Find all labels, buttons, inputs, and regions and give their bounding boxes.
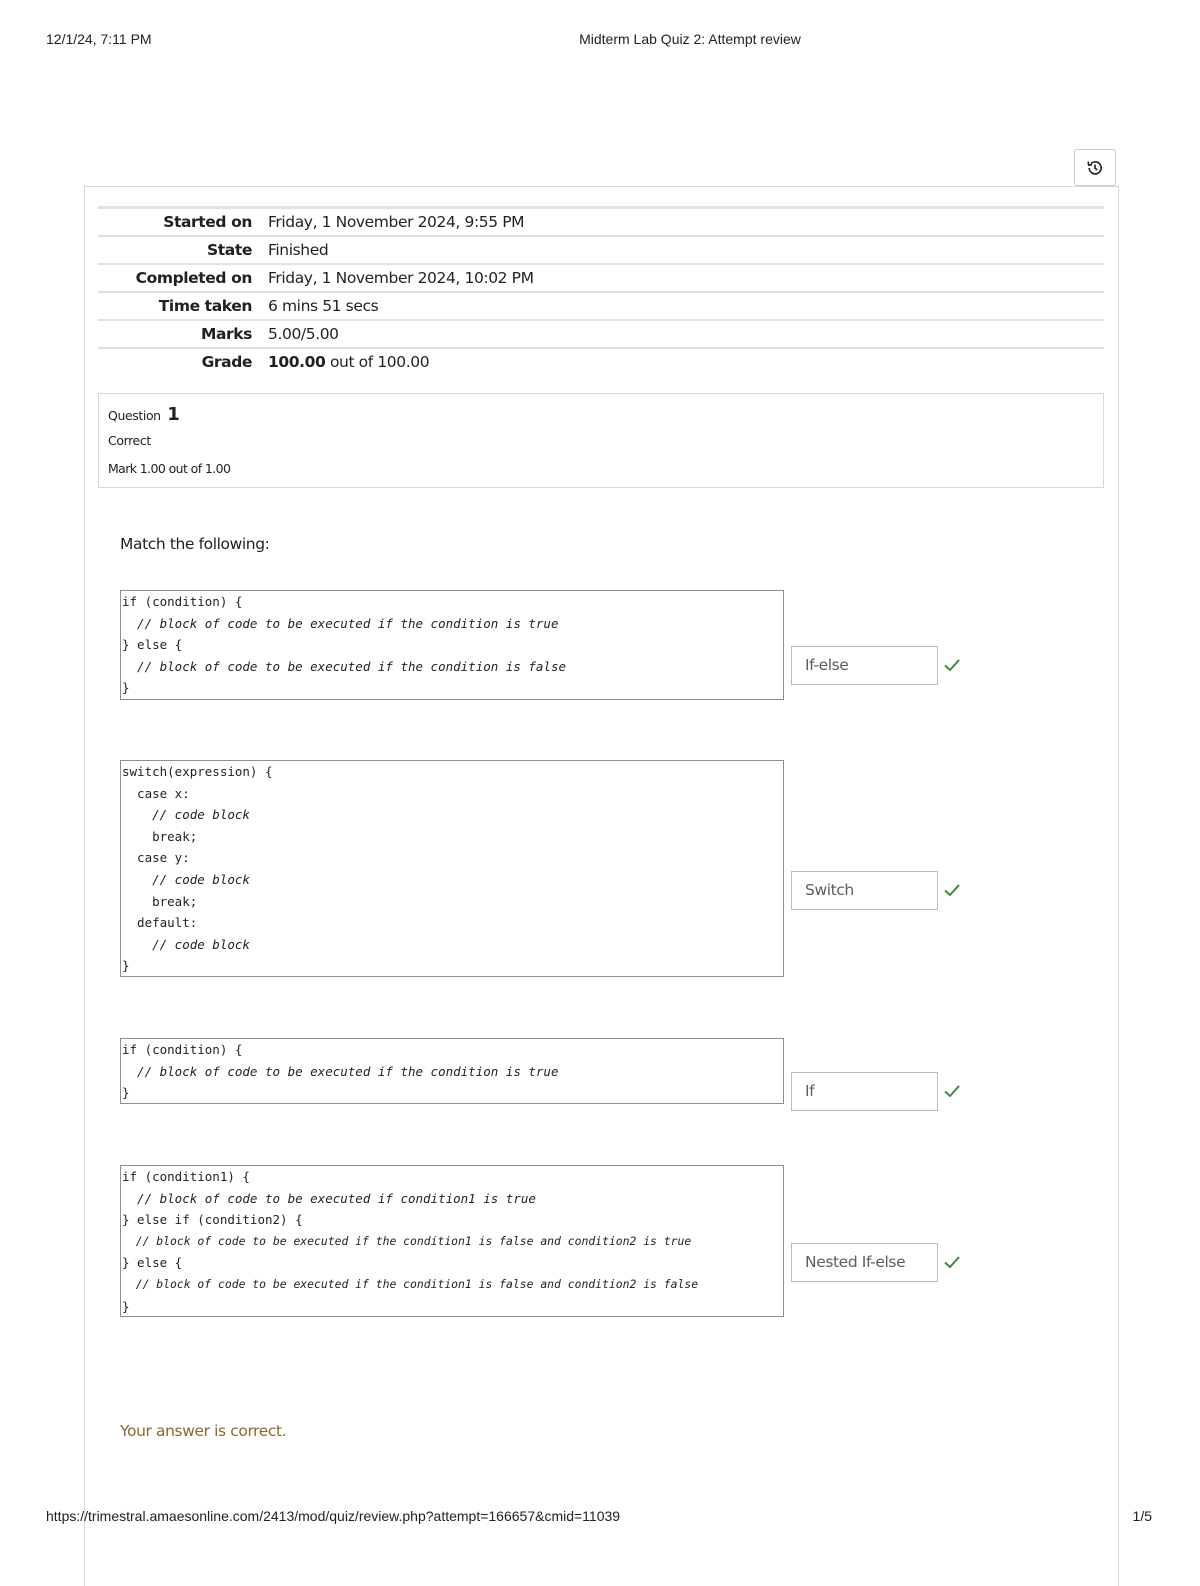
question-state: Correct	[108, 433, 151, 448]
code-line: // block of code to be executed if the condition is true	[122, 615, 559, 631]
grade-label: Grade	[201, 353, 252, 371]
summary-row-marks	[98, 320, 1104, 348]
answer-select-1[interactable]: If-else	[791, 646, 938, 685]
code-line: // block of code to be executed if the condition is true	[122, 1063, 559, 1079]
code-line: }	[122, 958, 130, 974]
print-footer-url: https://trimestral.amaesonline.com/2413/mod/quiz/review.php?attempt=166657&cmid=11039	[46, 1508, 621, 1524]
code-line: switch(expression) {	[122, 764, 273, 779]
started-on-value: Friday, 1 November 2024, 9:55 PM	[268, 212, 525, 231]
code-line: // block of code to be executed if the condition1 is false and condition2 is false	[122, 1276, 699, 1291]
print-header-title: Midterm Lab Quiz 2: Attempt review	[579, 31, 801, 47]
code-line: // block of code to be executed if the condition is false	[122, 658, 567, 674]
correct-check-icon	[943, 1253, 961, 1271]
summary-row-state	[98, 236, 1104, 264]
code-snippet-switch	[120, 760, 784, 977]
correct-check-icon	[943, 1082, 961, 1100]
code-line: // block of code to be executed if the condition1 is false and condition2 is true	[122, 1233, 692, 1248]
state-label: State	[207, 240, 252, 259]
code-snippet-if	[120, 1038, 784, 1104]
code-line: break;	[122, 893, 198, 909]
code-line: }	[122, 680, 130, 696]
code-line: // code block	[122, 936, 250, 952]
attempt-summary-table	[98, 206, 1104, 376]
summary-row-started	[98, 208, 1104, 236]
answer-select-4[interactable]: Nested If-else	[791, 1243, 938, 1282]
code-line: } else {	[122, 637, 183, 653]
correct-check-icon	[943, 656, 961, 674]
summary-row-time	[98, 292, 1104, 320]
grade-score: 100.00	[268, 353, 326, 371]
time-taken-value: 6 mins 51 secs	[268, 296, 379, 315]
code-line: } else if (condition2) {	[122, 1212, 303, 1228]
code-line: if (condition) {	[122, 594, 243, 609]
question-mark: Mark 1.00 out of 1.00	[108, 461, 231, 476]
question-prompt: Match the following:	[120, 535, 270, 553]
feedback-message: Your answer is correct.	[120, 1422, 287, 1440]
summary-row-completed	[98, 264, 1104, 292]
correct-check-icon	[943, 881, 961, 899]
code-line: if (condition) {	[122, 1042, 243, 1057]
code-line: case y:	[122, 850, 190, 866]
code-line: break;	[122, 828, 198, 844]
answer-select-3[interactable]: If	[791, 1072, 938, 1111]
summary-row-grade	[98, 348, 1104, 376]
code-line: case x:	[122, 785, 190, 801]
grade-out-of: out of 100.00	[325, 353, 430, 371]
marks-value: 5.00/5.00	[268, 324, 339, 343]
code-line: default:	[122, 915, 198, 931]
code-snippet-if-else	[120, 590, 784, 700]
code-line: // block of code to be executed if condition1 is true	[122, 1190, 536, 1206]
code-line: } else {	[122, 1255, 183, 1271]
question-number-value: 1	[167, 404, 180, 425]
code-line: // code block	[122, 807, 250, 823]
print-header-date: 12/1/24, 7:11 PM	[46, 31, 152, 47]
code-line: }	[122, 1085, 130, 1101]
history-icon	[1086, 159, 1104, 177]
code-snippet-nested-if-else	[120, 1165, 784, 1317]
reset-view-button[interactable]	[1074, 149, 1116, 186]
time-taken-label: Time taken	[158, 296, 252, 315]
answer-select-2[interactable]: Switch	[791, 871, 938, 910]
marks-label: Marks	[200, 324, 252, 343]
grade-value	[268, 348, 1104, 376]
question-label: Question	[108, 408, 161, 423]
completed-on-value: Friday, 1 November 2024, 10:02 PM	[268, 268, 534, 287]
code-line: // code block	[122, 871, 250, 887]
question-info-box	[98, 393, 1104, 488]
started-on-label: Started on	[163, 212, 252, 231]
print-footer-page: 1/5	[1132, 1508, 1152, 1524]
code-line: if (condition1) {	[122, 1169, 250, 1184]
code-line: }	[122, 1298, 130, 1314]
state-value: Finished	[268, 240, 329, 259]
completed-on-label: Completed on	[135, 268, 252, 287]
question-number	[108, 404, 179, 425]
